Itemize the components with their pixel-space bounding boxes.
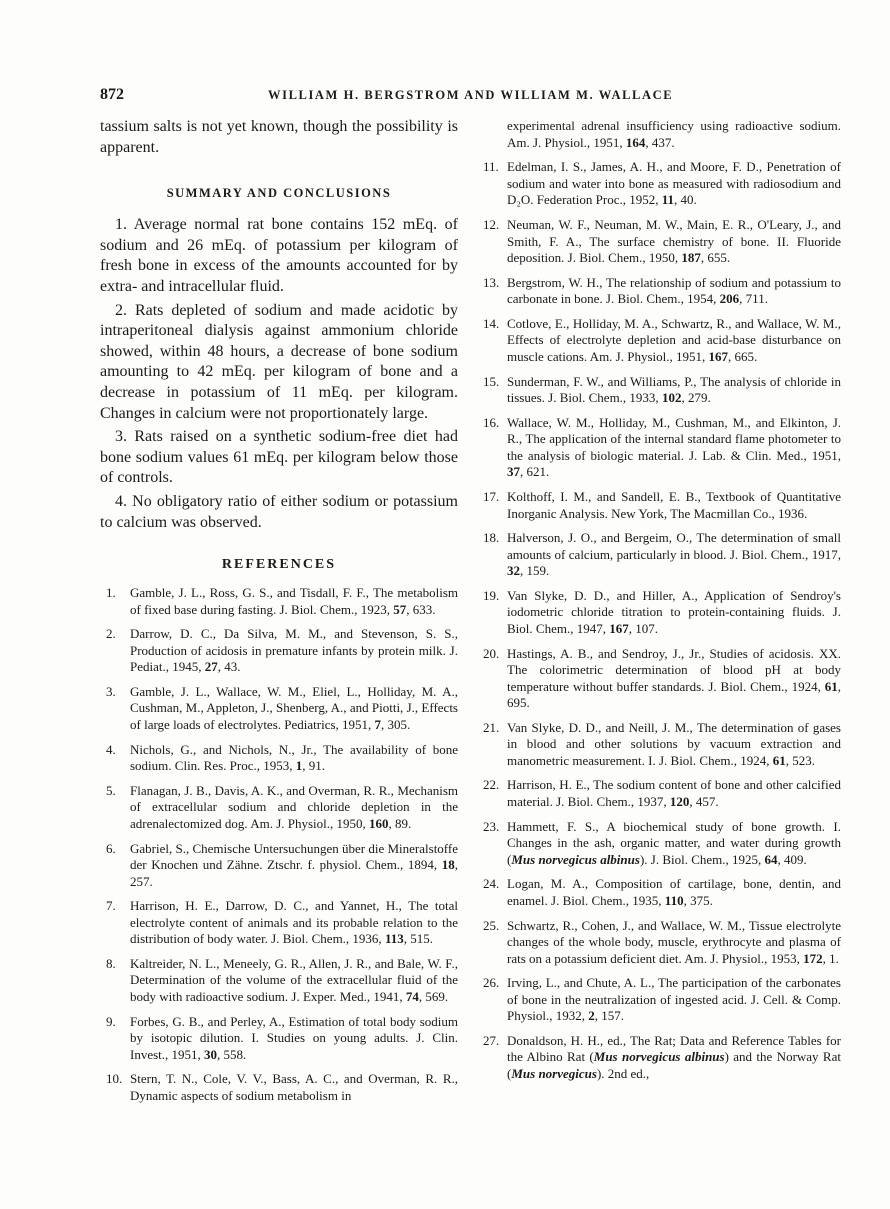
reference-number: 13. [483, 274, 500, 290]
reference-pages: , 409. [777, 851, 807, 867]
reference-text: Harrison, H. E., The sodium content of bone and other calcified material. J. Biol. Chem., 1937, [507, 777, 841, 809]
reference-number: 23. [483, 818, 500, 834]
page-number: 872 [100, 86, 124, 103]
reference-text: Gabriel, S., Chemische Untersuchungen über die Mineralstoffe der Knochen und Zähne. Ztschr. f. physiol. Chem., 1894, [130, 840, 458, 873]
reference-item [477, 275, 841, 308]
reference-pages: , 558. [217, 1046, 247, 1062]
references-title: REFERENCES [221, 557, 337, 573]
reference-text: Donaldson, H. H., ed., The Rat; Data and Reference Tables for the Albino Rat ( [507, 1032, 841, 1065]
reference-text: Irving, L., and Chute, A. L., The participation of the carbonates of bone in the neutralization of ingested acid. J. Cell. & Comp. Physiol., 1932, [507, 975, 841, 1024]
reference-volume: 167 [708, 348, 728, 364]
species-name: Mus norvegicus albinus [593, 1049, 725, 1065]
reference-pages: , 40. [674, 192, 697, 208]
reference-number: 19. [483, 587, 500, 603]
reference-item [477, 819, 841, 869]
right-column [477, 118, 841, 1091]
reference-item [477, 777, 841, 810]
reference-pages: , 375. [683, 892, 713, 908]
reference-item [100, 898, 458, 948]
summary-title: SUMMARY AND CONCLUSIONS [166, 186, 392, 201]
reference-item [100, 841, 458, 891]
reference-text: Logan, M. A., Composition of cartilage, bone, dentin, and enamel. J. Biol. Chem., 1935, [507, 876, 841, 908]
reference-volume: 167 [609, 620, 629, 636]
references-list-right [477, 118, 841, 1082]
reference-volume: 206 [719, 291, 740, 307]
reference-number: 7. [106, 898, 116, 914]
left-column [100, 117, 458, 1112]
reference-item [477, 415, 841, 481]
reference-text: Kolthoff, I. M., and Sandell, E. B., Textbook of Quantitative Inorganic Analysis. New York, The Macmillan Co., 1936. [507, 489, 841, 521]
reference-pages: , 633. [406, 601, 436, 617]
page-header [100, 86, 760, 108]
running-head: WILLIAM H. BERGSTROM AND WILLIAM M. WALLACE [268, 88, 674, 102]
reference-number: 15. [483, 373, 500, 389]
reference-item [477, 159, 841, 209]
reference-item [100, 585, 458, 618]
reference-item [100, 684, 458, 734]
reference-item [477, 975, 841, 1025]
reference-number: 5. [106, 782, 116, 798]
reference-item [100, 626, 458, 676]
reference-number: 27. [483, 1032, 500, 1048]
reference-volume: 30 [204, 1046, 218, 1062]
reference-pages: , 305. [381, 716, 411, 732]
reference-volume: 120 [669, 793, 690, 809]
reference-item [477, 489, 841, 522]
reference-text: Hastings, A. B., and Sendroy, J., Jr., Studies of acidosis. XX. The colorimetric determination of blood pH at body temperature without buffer standards. J. Biol. Chem., 1924, [507, 645, 841, 694]
reference-pages: , 43. [217, 659, 241, 675]
reference-pages: , 1. [822, 950, 839, 966]
reference-item [477, 374, 841, 407]
reference-number: 10. [106, 1071, 123, 1087]
reference-number: 18. [483, 530, 500, 546]
references-list-left [100, 585, 458, 1104]
reference-text: Gamble, J. L., Ross, G. S., and Tisdall, F. F., The metabolism of fixed base during fasting. J. Biol. Chem., 1923, [130, 585, 458, 617]
reference-text: Van Slyke, D. D., and Hiller, A., Application of Sendroy's iodometric chloride titration to protein-containing fluids. J. Biol. Chem., 1947, [507, 587, 841, 636]
reference-number: 2. [106, 626, 116, 642]
reference-number: 8. [106, 955, 116, 971]
reference-volume: 102 [661, 390, 682, 406]
reference-volume: 113 [384, 931, 404, 947]
reference-number: 24. [483, 876, 500, 892]
reference-10-continuation: experimental adrenal insufficiency using radioactive sodium. Am. J. Physiol., 1951, 164, 437. [507, 118, 841, 150]
reference-volume: 172 [803, 950, 823, 966]
reference-item [477, 918, 841, 968]
reference-item [477, 217, 841, 267]
reference-number: 3. [106, 683, 116, 699]
reference-text: Neuman, W. F., Neuman, M. W., Main, E. R., O'Leary, J., and Smith, F. A., The surface chemistry of bone. II. Fluoride deposition. J. Biol. Chem., 1950, [507, 217, 841, 266]
reference-volume: 110 [664, 892, 684, 908]
reference-item [477, 588, 841, 638]
reference-volume: 1 [295, 758, 303, 774]
reference-volume: 32 [507, 563, 520, 579]
reference-text: Bergstrom, W. H., The relationship of sodium and potassium to carbonate in bone. J. Biol. Chem., 1954, [507, 274, 841, 307]
reference-volume: 57 [393, 601, 407, 617]
reference-volume: 11 [661, 192, 675, 208]
reference-pages: , 257. [130, 857, 458, 889]
summary-item: 3. Rats raised on a synthetic sodium-free diet had bone sodium values 61 mEq. per kilogram below those of controls. [100, 428, 458, 487]
reference-text: Flanagan, J. B., Davis, A. K., and Overman, R. R., Mechanism of extracellular sodium and chloride depletion in the adrenalectomized dog. Am. J. Physiol., 1950, [130, 782, 458, 831]
reference-pages: , 91. [302, 758, 326, 774]
reference-item [100, 1014, 458, 1064]
reference-number: 20. [483, 645, 500, 661]
reference-text: Nichols, G., and Nichols, N., Jr., The availability of bone sodium. Clin. Res. Proc., 1953, [130, 741, 458, 774]
reference-volume: 160 [369, 815, 389, 831]
summary-list [100, 215, 458, 533]
reference-text: ). 2nd ed., [596, 1065, 650, 1081]
intro-continuation: tassium salts is not yet known, though the possibility is apparent. [100, 118, 458, 156]
reference-item [477, 316, 841, 366]
reference-text: Edelman, I. S., James, A. H., and Moore, F. D., Penetration of sodium and water into bone as measured with radiosodium and D₂O. Federation Proc., 1952, [507, 159, 841, 208]
reference-volume: 27 [204, 659, 218, 675]
reference-number: 1. [106, 585, 116, 601]
reference-volume: 7 [374, 716, 382, 732]
reference-text: Forbes, G. B., and Perley, A., Estimation of total body sodium by isotopic dilution. I. Studies on young adults. J. Clin. Invest., 1951, [130, 1013, 458, 1062]
reference-pages: , 157. [594, 1008, 625, 1024]
reference-number: 12. [483, 217, 500, 233]
reference-number: 9. [106, 1013, 116, 1029]
reference-pages: , 523. [785, 752, 815, 768]
reference-text: Kaltreider, N. L., Meneely, G. R., Allen, J. R., and Bale, W. F., Determination of the volume of the extracellular fluid of the body with radioactive sodium. J. Exper. Med., 1941, [130, 955, 458, 1004]
reference-item [477, 1033, 841, 1083]
reference-text: Van Slyke, D. D., and Neill, J. M., The determination of gases in blood and other solutions by vacuum extraction and manometric measurement. I. J. Biol. Chem., 1924, [507, 719, 841, 768]
reference-volume: 187 [681, 250, 701, 266]
reference-item [477, 646, 841, 712]
reference-volume: 64 [764, 851, 778, 867]
reference-pages: , 279. [681, 390, 711, 406]
reference-pages: , 107. [628, 620, 658, 636]
reference-text: ). J. Biol. Chem., 1925, [639, 851, 765, 867]
reference-text: Sunderman, F. W., and Williams, P., The analysis of chloride in tissues. J. Biol. Chem., 1933, [507, 373, 841, 406]
reference-number: 11. [483, 159, 499, 175]
reference-text: Cotlove, E., Holliday, M. A., Schwartz, R., and Wallace, W. M., Effects of electrolyte depletion and acid-base disturbance on muscle cations. Am. J. Physiol., 1951, [507, 315, 841, 364]
reference-volume: 74 [405, 988, 419, 1004]
reference-volume: 18 [441, 857, 455, 873]
reference-pages: , 711. [739, 291, 768, 307]
reference-number: 4. [106, 741, 116, 757]
reference-item [100, 956, 458, 1006]
summary-item: 2. Rats depleted of sodium and made acidotic by intraperitoneal dialysis against ammonium chloride showed, within 48 hours, a decrease of bone sodium amounting to 42 mEq. per kilogram of bone and a decrease in potassium of 11 mEq. per kilogram. Changes in calcium were not proportionately large. [100, 301, 458, 422]
reference-number: 16. [483, 414, 500, 430]
reference-text: Harrison, H. E., Darrow, D. C., and Yannet, H., The total electrolyte content of animals and its probable relation to the distribution of body water. J. Biol. Chem., 1936, [130, 898, 458, 947]
reference-pages: , 665. [728, 348, 758, 364]
reference-pages: , 569. [418, 988, 449, 1004]
reference-item [100, 742, 458, 775]
reference-item [100, 1071, 458, 1104]
reference-pages: , 89. [388, 815, 412, 831]
reference-text: Hammett, F. S., A biochemical study of bone growth. I. Changes in the ash, organic matter, and water during growth ( [507, 818, 841, 867]
reference-pages: , 655. [700, 250, 731, 266]
reference-text: Stern, T. N., Cole, V. V., Bass, A. C., and Overman, R. R., Dynamic aspects of sodium metabolism in [130, 1071, 458, 1103]
reference-volume: 2 [588, 1008, 595, 1024]
reference-item [477, 530, 841, 580]
reference-text: Wallace, W. M., Holliday, M., Cushman, M., and Elkinton, J. R., The application of the internal standard flame photometer to the analysis of biologic material. J. Lab. & Clin. Med., 1951, [507, 414, 841, 463]
reference-pages: , 159. [520, 563, 550, 579]
reference-number: 25. [483, 917, 500, 933]
reference-volume: 61 [772, 752, 786, 768]
reference-item [477, 876, 841, 909]
summary-item: 1. Average normal rat bone contains 152 mEq. of sodium and 26 mEq. of potassium per kilogram of fresh bone in excess of the amounts accounted for by extra- and intracellular fluid. [100, 216, 458, 295]
reference-volume: 61 [824, 678, 838, 694]
reference-text: Darrow, D. C., Da Silva, M. M., and Stevenson, S. S., Production of acidosis in premature infants by protein milk. J. Pediat., 1945, [130, 626, 458, 675]
reference-item [477, 720, 841, 770]
reference-number: 6. [106, 840, 116, 856]
reference-text: Halverson, J. O., and Bergeim, O., The determination of small amounts of calcium, particularly in blood. J. Biol. Chem., 1917, [507, 530, 841, 562]
reference-number: 21. [483, 719, 500, 735]
reference-pages: , 621. [520, 464, 550, 480]
reference-number: 26. [483, 975, 500, 991]
reference-number: 22. [483, 777, 500, 793]
reference-number: 17. [483, 489, 500, 505]
reference-text: ) and the Norway Rat ( [507, 1049, 841, 1081]
reference-number: 14. [483, 315, 500, 331]
species-name: Mus norvegicus albinus [511, 851, 640, 867]
reference-pages: , 457. [689, 793, 719, 809]
reference-text: Gamble, J. L., Wallace, W. M., Eliel, L., Holliday, M. A., Cushman, M., Appleton, J., Shenberg, A., and Piotti, J., Effects of large loads of electrolytes. Pediatrics, 1951, [130, 683, 458, 732]
reference-item [100, 783, 458, 833]
reference-volume: 37 [507, 464, 520, 480]
reference-text: Schwartz, R., Cohen, J., and Wallace, W. M., Tissue electrolyte changes of the whole body, muscle, erythrocyte and plasma of rats on a potassium deficient diet. Am. J. Physiol., 1953, [507, 917, 841, 966]
summary-item: 4. No obligatory ratio of either sodium or potassium to calcium was observed. [100, 492, 458, 531]
reference-pages: , 515. [403, 931, 433, 947]
species-name: Mus norvegicus [511, 1065, 597, 1081]
reference-pages: , 695. [507, 678, 841, 711]
